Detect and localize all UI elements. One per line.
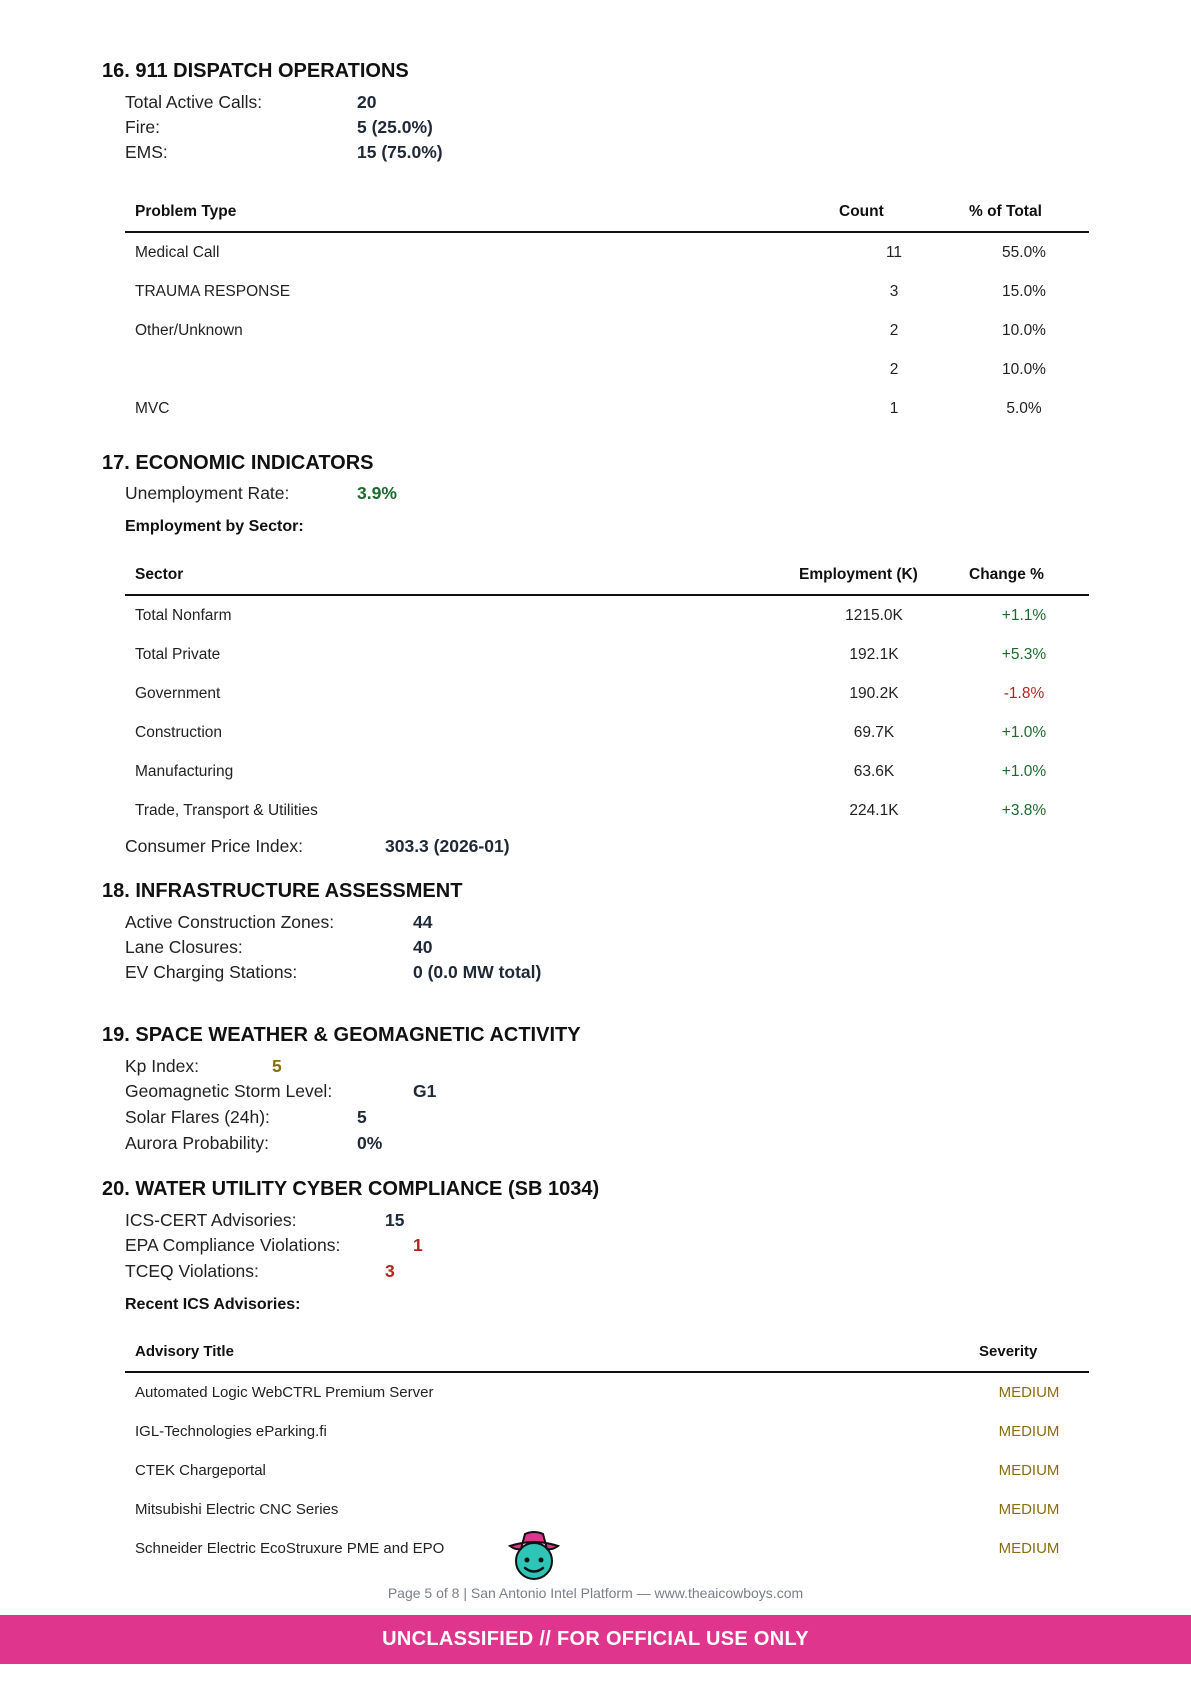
stat-lane-closures: Lane Closures: 40	[125, 937, 433, 957]
sector-employment: 63.6K	[853, 762, 895, 780]
advisory-title: CTEK Chargeportal	[135, 1462, 266, 1479]
recent-advisories-heading: Recent ICS Advisories:	[125, 1296, 301, 1313]
stat-storm-level: Geomagnetic Storm Level: G1	[125, 1081, 437, 1101]
stat-value: 20	[357, 92, 377, 112]
stat-value: 15 (75.0%)	[357, 142, 443, 162]
table-row	[125, 595, 1089, 635]
stat-value: 44	[413, 912, 433, 932]
sector-change: +1.0%	[1001, 723, 1047, 741]
stat-value: 3.9%	[357, 483, 397, 503]
advisory-title: Schneider Electric EcoStruxure PME and EPO	[135, 1540, 445, 1557]
table-row	[125, 752, 1089, 791]
stat-value: 15	[385, 1210, 405, 1230]
problem-type	[125, 350, 829, 389]
sector-change: +1.1%	[1001, 606, 1047, 624]
table-row	[125, 791, 1089, 830]
table-row	[125, 713, 1089, 752]
stat-value: G1	[413, 1081, 437, 1101]
table-row	[125, 1529, 1089, 1568]
problem-pct: 5.0%	[1006, 399, 1042, 417]
section-19-title: 19. SPACE WEATHER & GEOMAGNETIC ACTIVITY	[102, 1024, 581, 1046]
section-18-title: 18. INFRASTRUCTURE ASSESSMENT	[102, 880, 463, 902]
sector-employment: 192.1K	[849, 645, 899, 663]
stat-construction-zones: Active Construction Zones: 44	[125, 912, 433, 932]
problem-type: Other/Unknown	[135, 321, 243, 339]
sector-name: Government	[135, 684, 221, 702]
sector-employment: 190.2K	[849, 684, 899, 702]
stat-cpi: Consumer Price Index: 303.3 (2026-01)	[125, 836, 510, 856]
dispatch-problem-table	[125, 192, 1089, 428]
stat-epa-violations: EPA Compliance Violations: 1	[125, 1235, 423, 1255]
col-count: Count	[829, 192, 959, 232]
table-row	[125, 1451, 1089, 1490]
problem-type: TRAUMA RESPONSE	[135, 282, 291, 300]
table-row	[125, 674, 1089, 713]
stat-unemployment-rate: Unemployment Rate: 3.9%	[125, 483, 397, 503]
problem-pct: 55.0%	[1002, 243, 1046, 261]
sector-name: Total Nonfarm	[135, 606, 232, 624]
table-header-row	[125, 192, 1089, 232]
sector-change: +5.3%	[1001, 645, 1047, 663]
sector-employment: 224.1K	[849, 801, 899, 819]
table-row	[125, 389, 1089, 428]
sector-change: -1.8%	[1003, 684, 1045, 702]
col-change: Change %	[959, 555, 1089, 595]
sector-change: +1.0%	[1001, 762, 1047, 780]
stat-solar-flares: Solar Flares (24h): 5	[125, 1107, 367, 1127]
stat-value: 0%	[357, 1133, 383, 1153]
stat-ems: EMS: 15 (75.0%)	[125, 142, 443, 162]
table-row	[125, 635, 1089, 674]
table-row	[125, 272, 1089, 311]
advisory-severity: MEDIUM	[998, 1423, 1060, 1440]
stat-value: 303.3 (2026-01)	[385, 836, 510, 856]
advisory-title: Automated Logic WebCTRL Premium Server	[135, 1384, 434, 1401]
problem-pct: 15.0%	[1002, 282, 1046, 300]
table-row	[125, 1372, 1089, 1412]
col-employment: Employment (K)	[789, 555, 959, 595]
table-row	[125, 1490, 1089, 1529]
section-17-title: 17. ECONOMIC INDICATORS	[102, 452, 374, 474]
classification-banner: UNCLASSIFIED // FOR OFFICIAL USE ONLY	[0, 1615, 1191, 1664]
table-header-row	[125, 1332, 1089, 1372]
col-problem-type: Problem Type	[125, 192, 829, 232]
stat-ev-charging: EV Charging Stations: 0 (0.0 MW total)	[125, 962, 542, 982]
problem-count: 1	[889, 399, 899, 417]
employment-sector-table	[125, 555, 1089, 830]
problem-type: Medical Call	[135, 243, 220, 261]
stat-value: 0 (0.0 MW total)	[413, 962, 542, 982]
problem-pct: 10.0%	[1002, 321, 1046, 339]
advisory-severity: MEDIUM	[998, 1462, 1060, 1479]
problem-count: 2	[889, 321, 899, 339]
problem-count: 2	[889, 360, 899, 378]
advisory-severity: MEDIUM	[998, 1540, 1060, 1557]
problem-count: 3	[889, 282, 899, 300]
stat-ics-cert: ICS-CERT Advisories: 15	[125, 1210, 405, 1230]
stat-value: 5	[357, 1107, 367, 1127]
problem-type: MVC	[135, 399, 170, 417]
section-20-title: 20. WATER UTILITY CYBER COMPLIANCE (SB 1034)	[102, 1178, 600, 1200]
stat-value: 3	[385, 1261, 395, 1281]
col-advisory-title: Advisory Title	[125, 1332, 969, 1372]
advisory-title: Mitsubishi Electric CNC Series	[135, 1501, 339, 1518]
stat-aurora-probability: Aurora Probability: 0%	[125, 1133, 383, 1153]
table-header-row	[125, 555, 1089, 595]
stat-kp-index: Kp Index: 5	[125, 1056, 282, 1076]
col-severity: Severity	[969, 1332, 1089, 1372]
col-pct-total: % of Total	[959, 192, 1089, 232]
advisory-severity: MEDIUM	[998, 1501, 1060, 1518]
advisory-severity: MEDIUM	[998, 1384, 1060, 1401]
section-16-title: 16. 911 DISPATCH OPERATIONS	[102, 60, 409, 82]
sector-employment: 1215.0K	[845, 606, 903, 624]
sector-change: +3.8%	[1001, 801, 1047, 819]
stat-value: 1	[413, 1235, 423, 1255]
sector-name: Trade, Transport & Utilities	[135, 801, 318, 819]
col-sector: Sector	[125, 555, 789, 595]
sector-employment: 69.7K	[853, 723, 895, 741]
sector-name: Total Private	[135, 645, 221, 663]
table-row	[125, 311, 1089, 350]
ics-advisory-table	[125, 1332, 1089, 1568]
employment-sector-heading: Employment by Sector:	[125, 518, 304, 535]
stat-fire: Fire: 5 (25.0%)	[125, 117, 433, 137]
cowboy-mascot-logo	[507, 1530, 561, 1582]
problem-pct: 10.0%	[1002, 360, 1046, 378]
table-row	[125, 350, 1089, 389]
table-row	[125, 1412, 1089, 1451]
stat-tceq-violations: TCEQ Violations: 3	[125, 1261, 395, 1281]
sector-name: Manufacturing	[135, 762, 234, 780]
table-row	[125, 232, 1089, 272]
problem-count: 11	[885, 243, 903, 261]
stat-value: 5 (25.0%)	[357, 117, 433, 137]
stat-total-active-calls: Total Active Calls: 20	[125, 92, 377, 112]
stat-value: 5	[272, 1056, 282, 1076]
advisory-title: IGL-Technologies eParking.fi	[135, 1423, 327, 1440]
page-footer: Page 5 of 8 | San Antonio Intel Platform — www.theaicowboys.com	[387, 1585, 804, 1601]
stat-value: 40	[413, 937, 433, 957]
sector-name: Construction	[135, 723, 223, 741]
